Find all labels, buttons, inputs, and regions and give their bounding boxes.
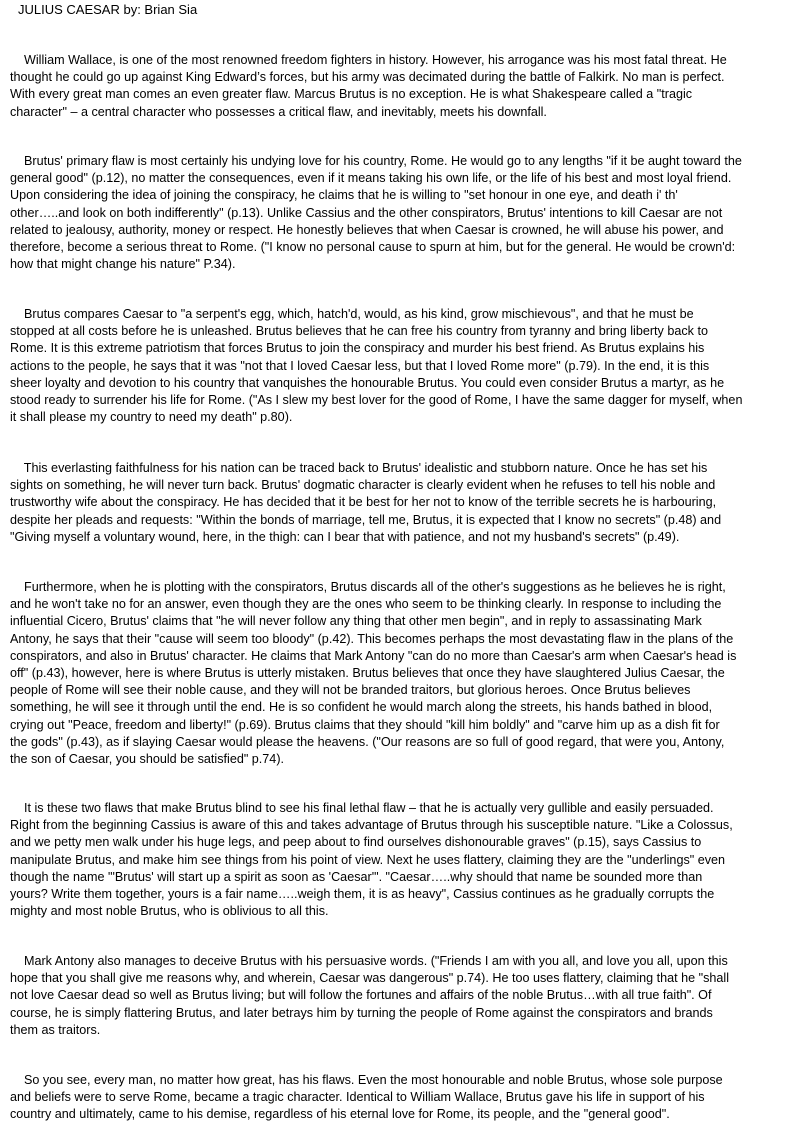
text-line: therefore, become a serious threat to Rome. ("I know no personal cause to spurn at him, but for the general. He would be crown'd: [10, 239, 736, 254]
text-line: So you see, every man, no matter how great, has his flaws. Even the most honourable and noble Brutus, whose sole purpose [10, 1073, 723, 1087]
text-line: something, he will see it through until the end. He is so confident he would march along the streets, his hands bathed in blood, [10, 700, 713, 715]
text-line: sheer loyalty and devotion to his country that vanquishes the honourable Brutus. You could even consider Brutus a martyr, as he [10, 375, 725, 390]
text-line: them as traitors. [10, 1022, 101, 1037]
text-line: Brutus compares Caesar to "a serpent's egg, which, hatch'd, would, as his kind, grow mischievous", and that he must be [10, 307, 694, 321]
text-line: though the name "'Brutus' will start up a spirit as soon as 'Caesar'". "Caesar…..why should that name be sounded more than [10, 869, 703, 884]
document-title: JULIUS CAESAR by: Brian Sia [18, 2, 198, 17]
paragraph-1 [10, 52, 792, 121]
paragraph-4 [10, 460, 792, 546]
text-line: actions to the people, he says that it was "not that I loved Caesar less, but that I loved Rome more" (p.79). In the end, it is this [10, 358, 710, 373]
text-line: Upon considering the idea of joining the conspiracy, he claims that he is willing to "set honour in one eye, and death i' th' [10, 188, 678, 203]
paragraph-8 [10, 1072, 792, 1124]
text-line: It is these two flaws that make Brutus blind to see his final lethal flaw – that he is actually very gullible and easily persuaded. [10, 801, 714, 815]
text-line: "Giving myself a voluntary wound, here, in the thigh: can I bear that with patience, and not my husband's secrets" (p.49). [10, 529, 680, 544]
text-line: Antony, he says that their "cause will seem too bloody" (p.42). This becomes perhaps the most devastating flaw in the plans of the [10, 631, 734, 646]
text-line: Furthermore, when he is plotting with the conspirators, Brutus discards all of the other's suggestions as he believes he is right, [10, 580, 726, 594]
text-line: related to jealousy, authority, money or respect. He honestly believes that when Caesar is crowned, he will abuse his power, and [10, 222, 724, 237]
text-line: the son of Caesar, you should be satisfied" p.74). [10, 751, 285, 766]
text-line: manipulate Brutus, and make him see things from his point of view. Next he uses flattery, claiming they are the "underlings" even [10, 852, 726, 867]
text-line: With every great man comes an even greater flaw. Marcus Brutus is no exception. He is what Shakespeare called a "tragic [10, 87, 693, 102]
text-line: crying out "Peace, freedom and liberty!" (p.69). Brutus claims that they should "kill him boldly" and "carve him up as a dish fit for [10, 717, 720, 732]
text-line: not love Caesar dead so well as Brutus living; but will follow the fortunes and affairs of the noble Brutus…with all true faith". Of [10, 988, 712, 1003]
text-line: and we petty men walk under his huge legs, and peep about to find ourselves dishonourable graves" (p.15), says Cassius to [10, 835, 702, 850]
text-line: people of Rome will see their noble cause, and they will not be branded traitors, but glorious heroes. Once Brutus believes [10, 683, 691, 698]
text-line: trustworthy wife about the conspiracy. He has decided that it be best for her not to know of the terrible secrets he is harbouring, [10, 495, 717, 510]
text-line: and he won't take no for an answer, even though they are the ones who seem to be thinking clearly. In response to including the [10, 597, 722, 612]
text-line: Mark Antony also manages to deceive Brutus with his persuasive words. ("Friends I am with you all, and love you all, upon this [10, 954, 728, 968]
text-line: This everlasting faithfulness for his nation can be traced back to Brutus' idealistic and stubborn nature. Once he has set his [10, 461, 708, 475]
text-line: course, he is simply flattering Brutus, and later betrays him by turning the people of Rome against the conspirators and brands [10, 1005, 713, 1020]
text-line: conspirators, and also in Brutus' character. He claims that Mark Antony "can do no more than Caesar's arm when Caesar's head is [10, 648, 737, 663]
text-line: how that might change his nature" P.34). [10, 257, 236, 272]
paragraph-3 [10, 306, 792, 426]
text-line: thought he could go up against King Edward’s forces, but his army was decimated during the battle of Falkirk. No man is perfect. [10, 70, 725, 85]
text-line: off" (p.43), however, here is where Brutus is utterly mistaken. Brutus believes that once they have slaughtered Julius Caesar, the [10, 665, 725, 680]
text-line: and beliefs were to serve Rome, became a tragic character. Identical to William Wallace, Brutus gave his life in support of his [10, 1090, 705, 1105]
text-line: sights on something, he will never turn back. Brutus' dogmatic character is clearly evident when he refuses to tell his noble and [10, 478, 716, 493]
text-line: Brutus' primary flaw is most certainly his undying love for his country, Rome. He would go to any lengths "if it be aught toward the [10, 154, 742, 168]
text-line: country and ultimately, came to his demise, regardless of his eternal love for Rome, its people, and the "general good". [10, 1107, 670, 1122]
paragraph-7 [10, 953, 792, 1039]
text-line: it shall please my country to need my death" p.80). [10, 410, 293, 425]
text-line: character" – a central character who possesses a critical flaw, and inevitably, meets his downfall. [10, 104, 547, 119]
text-line: hope that you shall give me reasons why, and wherein, Caesar was dangerous" p.74). He too uses flattery, claiming that he "shall [10, 971, 730, 986]
text-line: Rome. It is this extreme patriotism that forces Brutus to join the conspiracy and murder his best friend. As Brutus explains his [10, 341, 705, 356]
text-line: other…..and look on both indifferently" (p.13). Unlike Cassius and the other conspirators, Brutus' intentions to kill Caesar are not [10, 205, 723, 220]
text-line: general good" (p.12), no matter the consequences, even if it means taking his own life, or the life of his best and most loyal friend. [10, 171, 732, 186]
text-line: Right from the beginning Cassius is aware of this and takes advantage of Brutus through his susceptible nature. "Like a Colossus, [10, 818, 733, 833]
paragraph-6 [10, 800, 792, 920]
text-line: stood ready to surrender his life for Rome. ("As I slew my best lover for the good of Rome, I have the same dagger for myself, when [10, 392, 743, 407]
text-line: stopped at all costs before he is unleashed. Brutus believes that he can free his country from tyranny and bring liberty back to [10, 324, 708, 339]
text-line: the gods" (p.43), as if slaying Caesar would please the heavens. ("Our reasons are so full of good regard, that were you, Antony, [10, 734, 725, 749]
paragraph-5 [10, 579, 792, 768]
paragraph-2 [10, 153, 792, 273]
text-line: yours? Write them together, yours is a fair name…..weigh them, it is as heavy", Cassius continues as he gradually corrupts the [10, 886, 715, 901]
text-line: influential Cicero, Brutus' claims that "he will never follow any thing that other men begin", and in reply to assassinating Mark [10, 614, 702, 629]
text-line: despite her pleads and requests: "Within the bonds of marriage, tell me, Brutus, it is expected that I know no secrets" (p.48) and [10, 512, 722, 527]
text-line: mighty and most noble Brutus, who is oblivious to all this. [10, 904, 329, 919]
text-line: William Wallace, is one of the most renowned freedom fighters in history. However, his arrogance was his most fatal threat. He [10, 53, 727, 67]
